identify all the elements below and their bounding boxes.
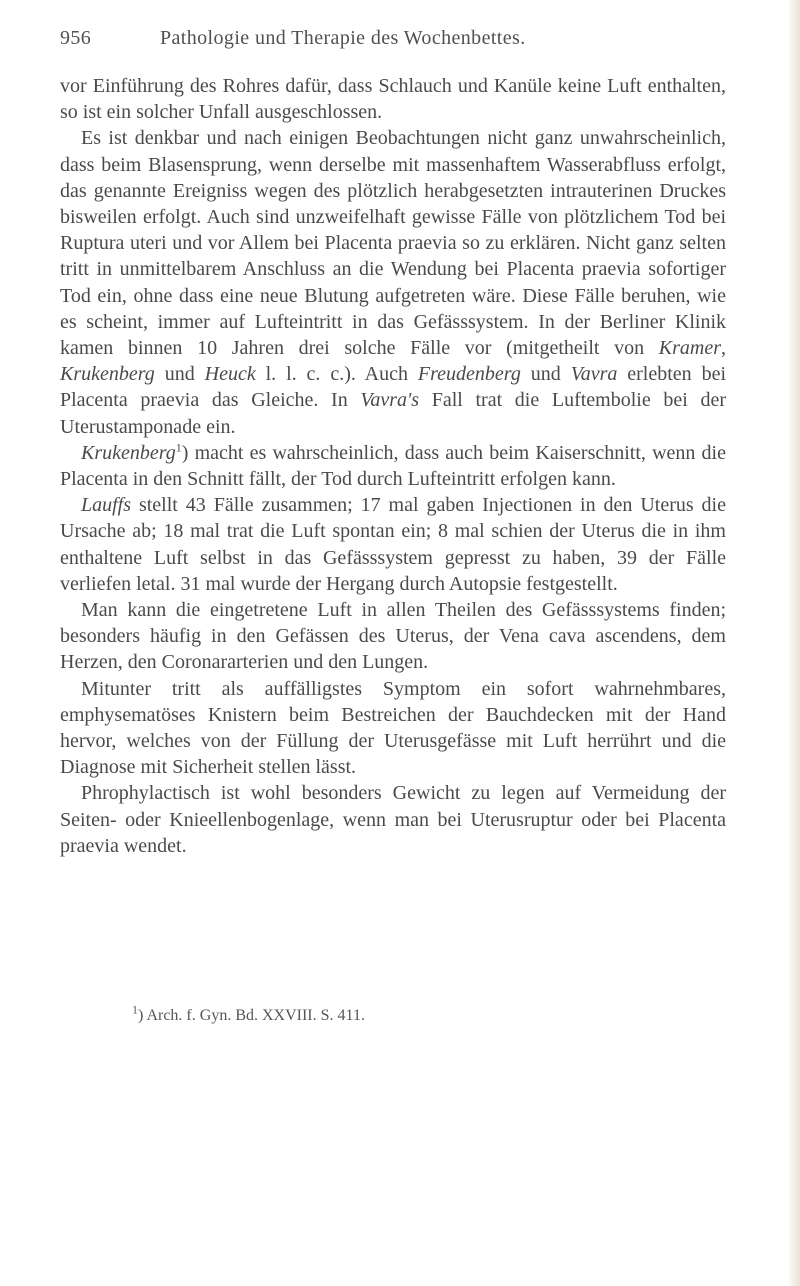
page-edge [788, 0, 800, 1286]
paragraph-4-text: stellt 43 Fälle zusammen; 17 mal gaben Injectionen in den Uterus die Ursache ab; 18 mal trat die Luft spontan ein; 8 mal schien der Uterus die in ihm enthaltene Luft selbst in das Gefässsystem gepresst zu haben, 39 der Fälle verliefen letal. 31 mal wurde der Hergang durch Autopsie festgestellt. [60, 494, 726, 595]
paragraph-3 [60, 440, 726, 492]
body-text [60, 73, 726, 859]
paragraph-5: Man kann die eingetretene Luft in allen Theilen des Gefässsystems finden; besonders häufig in den Gefässen des Uterus, der Vena cava ascendens, dem Herzen, den Coronararterien und den Lungen. [60, 599, 726, 674]
paragraph-4 [60, 492, 726, 597]
paragraph-2-text-d: l. l. c. c.). Auch [255, 363, 418, 386]
paragraph-2 [60, 125, 726, 439]
paragraph-2-text-b: , [721, 337, 726, 360]
author-vavra: Vavra [570, 363, 618, 386]
footnote-number: 1 [132, 1002, 138, 1017]
paragraph-2-text-g: Fall trat die Luftembolie bei der Uterustamponade ein. [60, 389, 726, 438]
paragraph-2-text-a: Es ist denkbar und nach einigen Beobachtungen nicht ganz unwahrscheinlich, dass beim Blasensprung, wenn derselbe mit massenhaftem Wasserabfluss erfolgt, das genannte Ereigniss wegen des plötzlich herabgesetzten intrauterinen Druckes bisweilen erfolgt. Auch sind unzweifelhaft gewisse Fälle von plötzlichem Tod bei Ruptura uteri und vor Allem bei Placenta praevia so zu erklären. Nicht ganz selten tritt in unmittelbarem Anschluss an die Wendung bei Placenta praevia sofortiger Tod ein, ohne dass eine neue Blutung aufgetreten wäre. Diese Fälle beruhen, wie es scheint, immer auf Lufteintritt in das Gefässsystem. In der Berliner Klinik kamen binnen 10 Jahren drei solche Fälle vor (mitgetheilt von [60, 127, 726, 360]
paragraph-6: Mitunter tritt als auffälligstes Symptom ein sofort wahrnehmbares, emphysematöses Knistern beim Bestreichen der Bauchdecken mit der Hand hervor, welches von der Füllung der Uterusgefässe mit Luft herrührt und die Diagnose mit Sicherheit stellen lässt. [60, 677, 726, 779]
paragraph-2-text-e: und [520, 363, 571, 386]
author-krukenberg: Krukenberg [60, 363, 155, 386]
paragraph-1: vor Einführung des Rohres dafür, dass Schlauch und Kanüle keine Luft enthalten, so ist ein solcher Unfall ausgeschlossen. [60, 75, 726, 124]
author-lauffs: Lauffs [81, 494, 132, 517]
author-heuck: Heuck [204, 363, 256, 386]
paragraph-7: Phrophylactisch ist wohl besonders Gewicht zu legen auf Vermeidung der Seiten- oder Knieellenbogenlage, wenn man bei Uterusruptur oder bei Placenta praevia wendet. [60, 782, 726, 857]
footnote [132, 1002, 365, 1027]
paragraph-3-text: ) macht es wahrscheinlich, dass auch beim Kaiserschnitt, wenn die Placenta in den Schnitt fällt, der Tod durch Lufteintritt erfolgen kann. [60, 441, 726, 491]
running-title: Pathologie und Therapie des Wochenbettes. [160, 27, 526, 49]
author-kramer: Kramer [658, 337, 721, 360]
author-krukenberg-2: Krukenberg [81, 441, 176, 464]
author-freudenberg: Freudenberg [417, 363, 521, 386]
author-vavras: Vavra's [360, 389, 420, 412]
page-number: 956 [60, 27, 92, 49]
footnote-text: ) Arch. f. Gyn. Bd. XXVIII. S. 411. [138, 1007, 365, 1024]
footnote-marker: 1 [175, 440, 182, 455]
paragraph-2-text-c: und [154, 363, 205, 386]
paragraph-2-text-f: erlebten bei Placenta praevia das Gleiche. In [60, 363, 727, 412]
